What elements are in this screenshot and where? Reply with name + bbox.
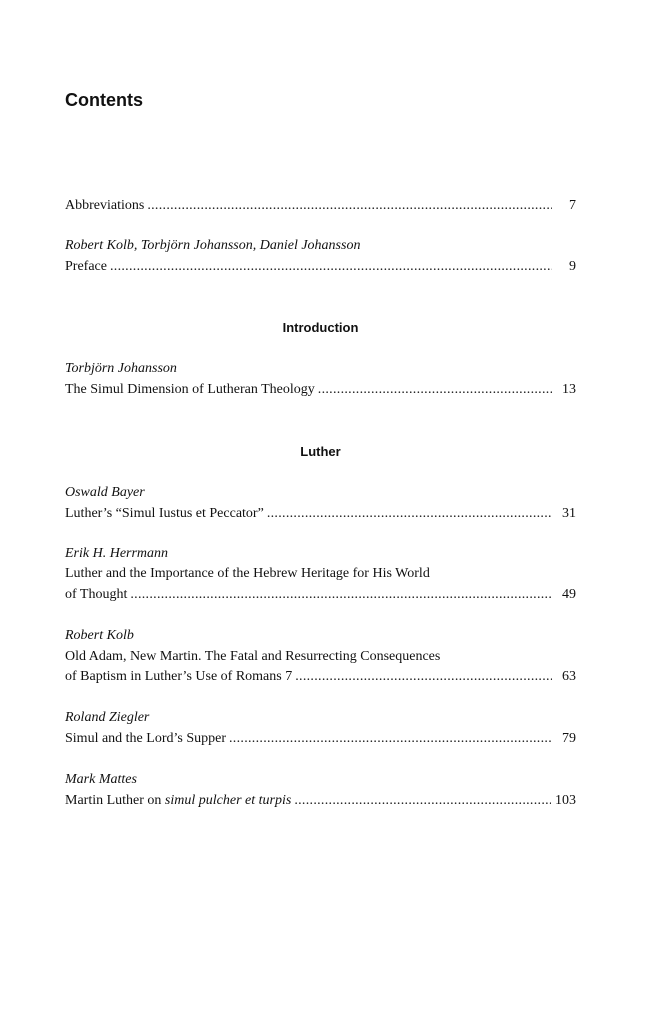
toc-entry-abbreviations[interactable] xyxy=(65,198,576,214)
page-number: 79 xyxy=(562,731,576,746)
entry-title-italic: simul pulcher et turpis xyxy=(164,793,292,808)
page-number: 49 xyxy=(562,587,576,602)
page-number: 103 xyxy=(555,793,576,808)
page-number: 9 xyxy=(569,259,576,274)
toc-entry[interactable] xyxy=(65,587,576,603)
dot-leader xyxy=(229,731,552,747)
toc-entry[interactable] xyxy=(65,731,576,747)
entry-title: Abbreviations xyxy=(65,198,145,213)
dot-leader xyxy=(130,587,552,603)
entry-title-line: Old Adam, New Martin. The Fatal and Resurrecting Consequences xyxy=(65,649,441,664)
entry-author: Torbjörn Johansson xyxy=(65,361,177,376)
entry-title: of Thought xyxy=(65,587,128,602)
entry-author: Roland Ziegler xyxy=(65,710,150,725)
dot-leader xyxy=(267,506,552,522)
section-heading-introduction: Introduction xyxy=(282,320,359,335)
entry-title-line: Luther and the Importance of the Hebrew Heritage for His World xyxy=(65,566,430,581)
toc-entry[interactable] xyxy=(65,382,576,398)
entry-title: of Baptism in Luther’s Use of Romans 7 xyxy=(65,669,293,684)
page-title: Contents xyxy=(65,90,143,110)
page-number: 13 xyxy=(562,382,576,397)
dot-leader xyxy=(294,793,551,809)
dot-leader xyxy=(147,198,552,214)
dot-leader xyxy=(295,669,552,685)
entry-author: Robert Kolb, Torbjörn Johansson, Daniel Johansson xyxy=(65,238,361,253)
page-number: 31 xyxy=(562,506,576,521)
entry-title-text: Martin Luther on xyxy=(65,793,162,808)
entry-title: Preface xyxy=(65,259,107,274)
toc-entry[interactable] xyxy=(65,793,576,809)
dot-leader xyxy=(318,382,552,398)
page-number: 7 xyxy=(569,198,576,213)
section-heading-luther: Luther xyxy=(300,444,341,459)
dot-leader xyxy=(110,259,552,275)
entry-author: Robert Kolb xyxy=(65,628,134,643)
page-number: 63 xyxy=(562,669,576,684)
entry-author: Oswald Bayer xyxy=(65,485,145,500)
toc-entry[interactable] xyxy=(65,669,576,685)
entry-title: The Simul Dimension of Lutheran Theology xyxy=(65,382,315,397)
entry-author: Erik H. Herrmann xyxy=(65,546,169,561)
entry-title: Luther’s “Simul Iustus et Peccator” xyxy=(65,506,264,521)
entry-title xyxy=(65,793,291,809)
toc-entry[interactable] xyxy=(65,506,576,522)
entry-title: Simul and the Lord’s Supper xyxy=(65,731,226,746)
entry-author: Mark Mattes xyxy=(65,772,137,787)
toc-entry-preface[interactable] xyxy=(65,259,576,275)
